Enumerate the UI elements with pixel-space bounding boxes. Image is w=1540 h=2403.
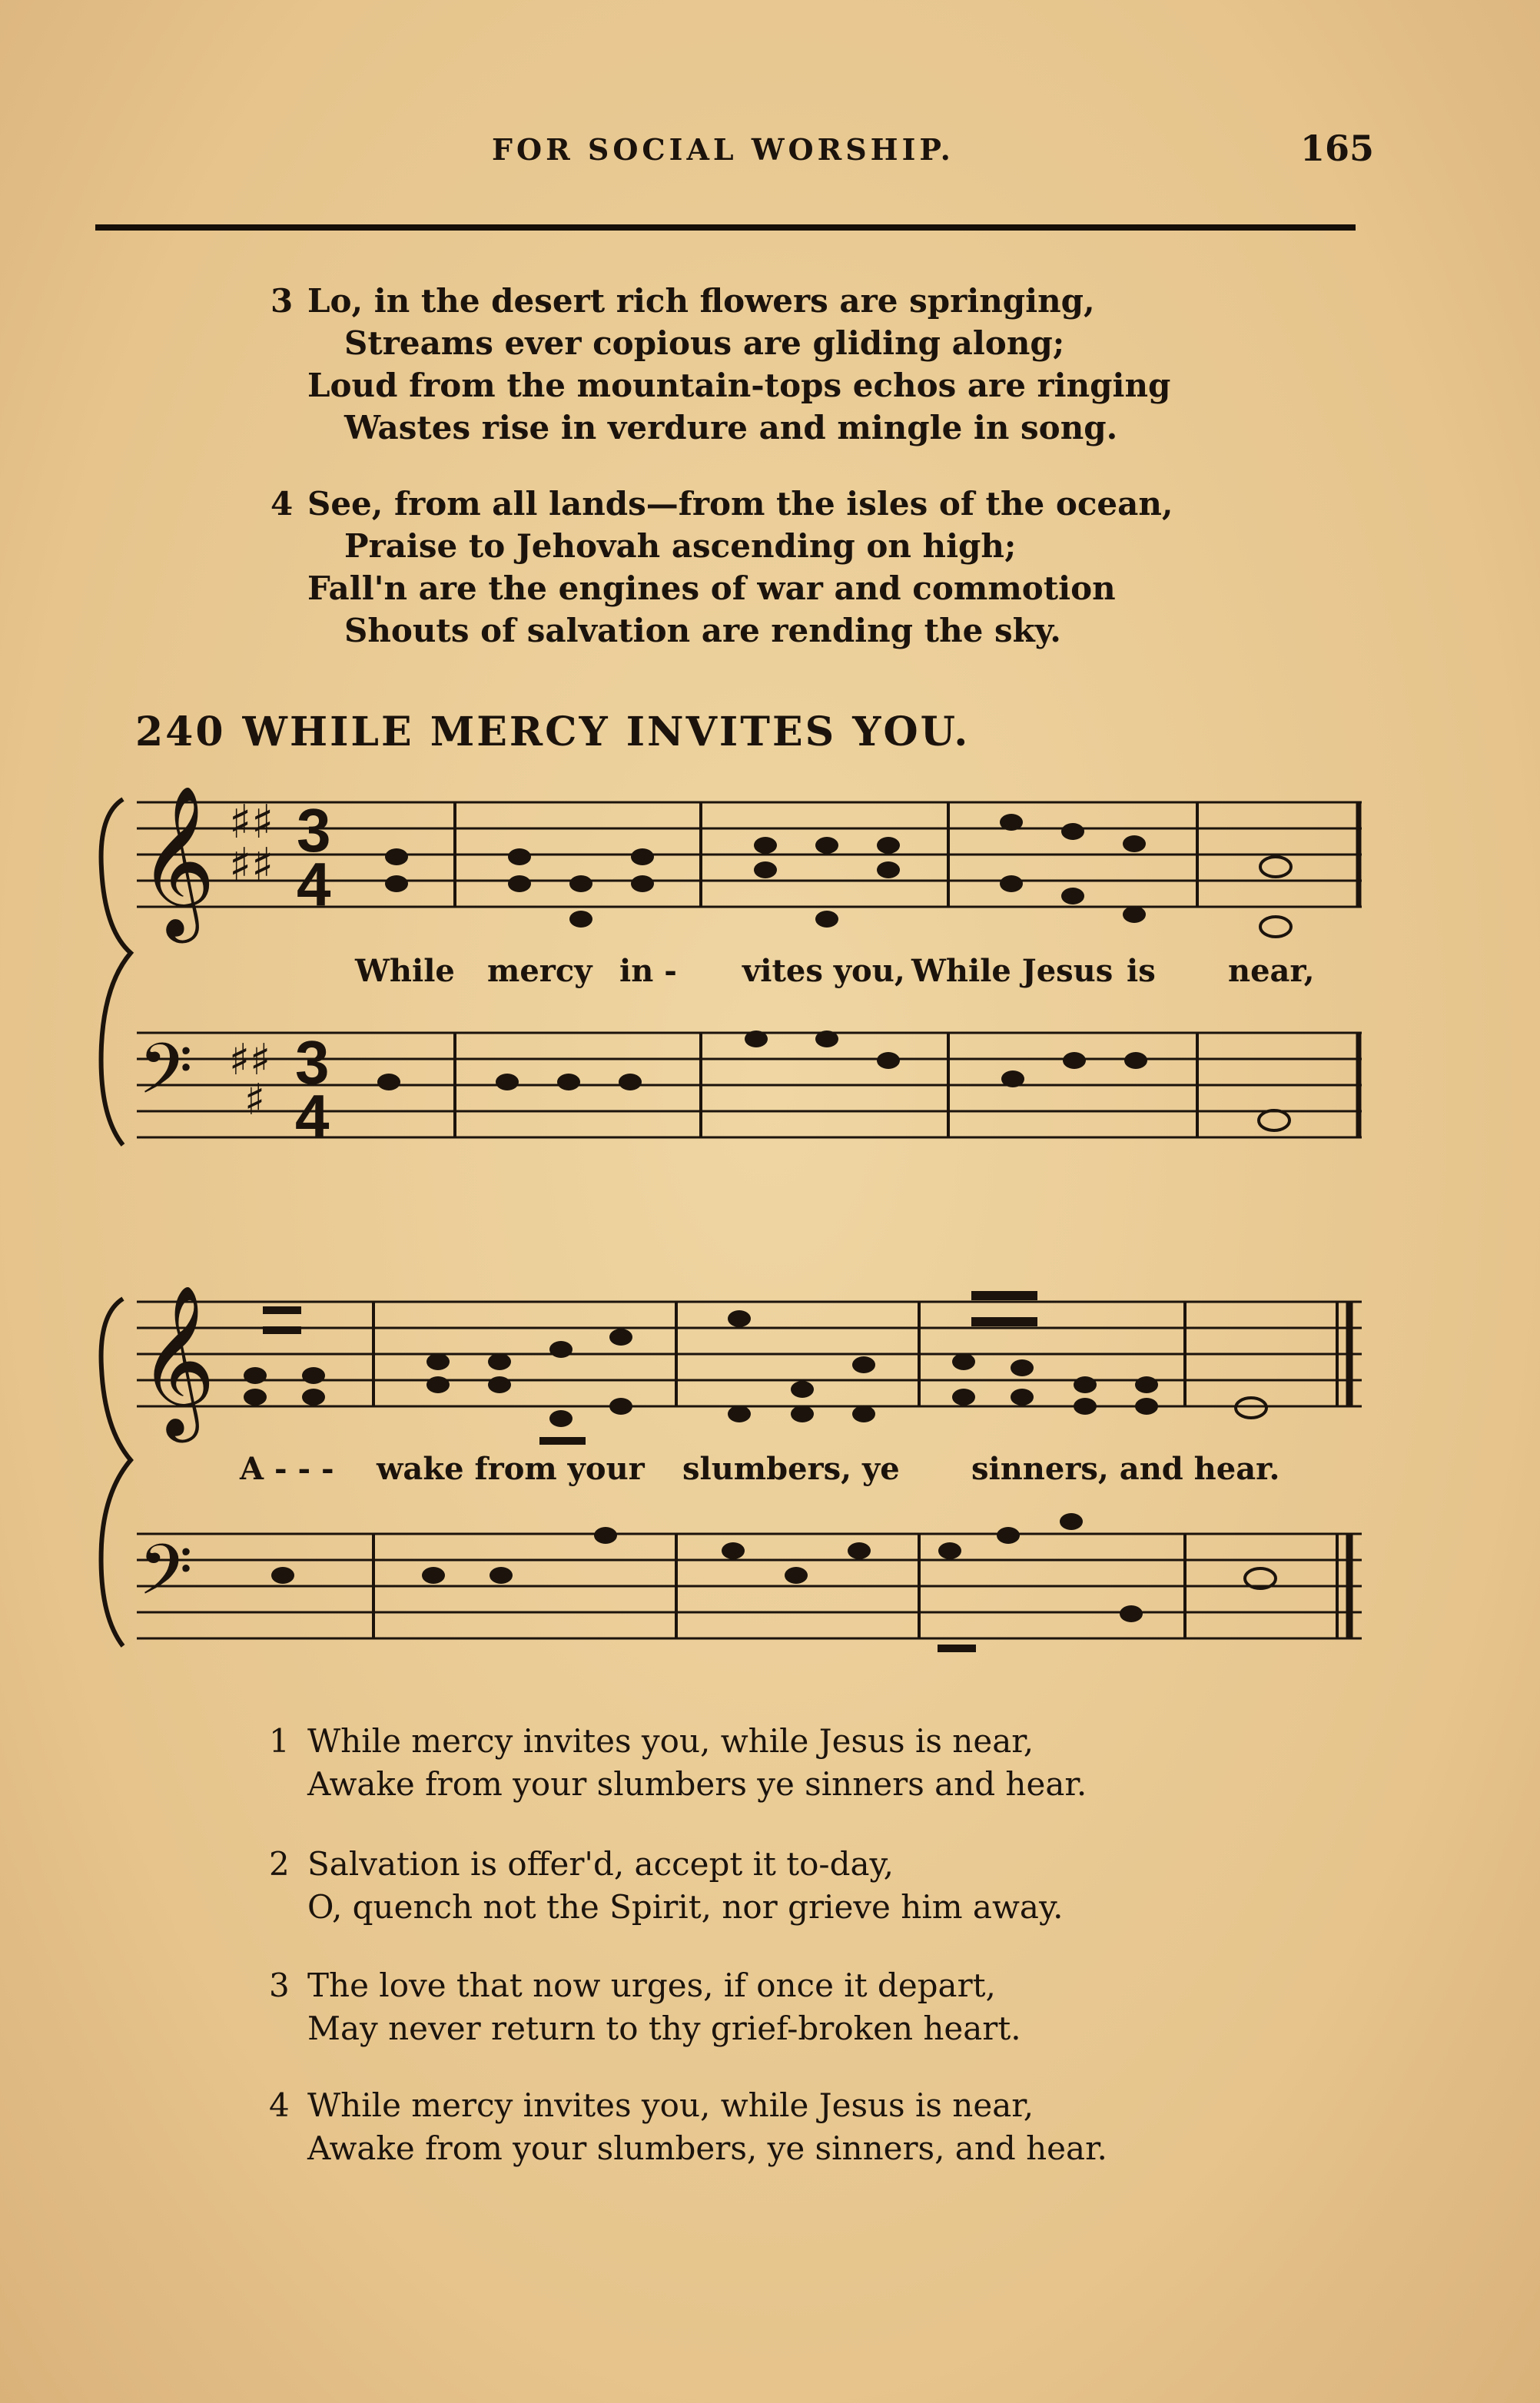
svg-text:♯♯: ♯♯	[229, 1035, 271, 1085]
verse-line: O, quench not the Spirit, nor grieve him away.	[307, 1888, 1064, 1926]
time-sig-bottom: 4	[295, 1082, 330, 1150]
lyric-syllable: wake from your	[377, 1451, 645, 1487]
time-sig-top: 3	[295, 1028, 330, 1097]
verse-number: 3	[269, 1967, 290, 2004]
bass-staff-2	[137, 1534, 1362, 1638]
time-sig-top: 3	[297, 796, 331, 865]
stanza-line: Streams ever copious are gliding along;	[344, 324, 1065, 362]
stanza-line: Praise to Jehovah ascending on high;	[344, 527, 1017, 565]
stanza-line: Lo, in the desert rich flowers are springing,	[307, 282, 1095, 320]
stanza-line: Wastes rise in verdure and mingle in song.	[344, 409, 1118, 446]
time-sig-bottom: 4	[297, 850, 331, 918]
verse-line: Awake from your slumbers ye sinners and hear.	[307, 1765, 1087, 1803]
verse-line: Awake from your slumbers, ye sinners, and hear.	[307, 2129, 1107, 2167]
stanza-number: 4	[270, 485, 294, 523]
stanza-number: 3	[270, 282, 294, 320]
lyric-syllable: in -	[619, 953, 677, 989]
page-number: 165	[1300, 128, 1375, 169]
verse-1	[269, 1720, 1087, 1806]
lyric-syllable: While Jesus	[911, 953, 1114, 989]
bass-clef-icon: 𝄢	[138, 1028, 193, 1127]
brace-icon	[101, 799, 131, 1646]
svg-text:♯♯: ♯♯	[229, 795, 274, 849]
verse-line: Salvation is offer'd, accept it to-day,	[307, 1845, 894, 1883]
lyric-syllable: A - - -	[240, 1451, 334, 1487]
hymn-number: 240	[135, 709, 226, 755]
stanza-line: Shouts of salvation are rending the sky.	[344, 612, 1061, 649]
lyric-syllable: near,	[1228, 953, 1315, 989]
notes-treble-1	[385, 814, 1146, 928]
lyric-syllable: mercy	[487, 953, 592, 989]
verse-number: 2	[269, 1845, 290, 1883]
running-head: FOR SOCIAL WORSHIP.	[492, 132, 954, 167]
treble-clef-icon: 𝄞	[138, 785, 216, 937]
verse-line: May never return to thy grief-broken heart.	[307, 2010, 1021, 2047]
lyric-syllable: While	[355, 953, 455, 989]
notes-bass-2	[271, 1513, 1143, 1622]
lyric-syllable: vites you,	[742, 953, 905, 989]
verse-3	[269, 1964, 1021, 2050]
hymn-title-text: WHILE MERCY INVITES YOU.	[242, 709, 971, 755]
verse-2	[269, 1843, 1063, 1929]
lyric-syllable: slumbers, ye	[682, 1451, 900, 1487]
verse-line: While mercy invites you, while Jesus is near,	[307, 2086, 1034, 2124]
bass-clef-icon: 𝄢	[138, 1529, 193, 1628]
stanza-line: Loud from the mountain-tops echos are ringing	[307, 367, 1171, 404]
lyric-syllable: is	[1127, 953, 1156, 989]
verse-line: The love that now urges, if once it depart,	[307, 1967, 996, 2004]
stanza-line: Fall'n are the engines of war and commotion	[307, 569, 1116, 607]
verse-4	[269, 2084, 1107, 2170]
svg-text:♯♯: ♯♯	[229, 838, 274, 892]
notes-bass-1	[377, 1031, 1147, 1090]
verse-number: 4	[269, 2086, 290, 2124]
lyric-syllable: sinners, and hear.	[971, 1451, 1280, 1487]
svg-text:♯: ♯	[244, 1075, 266, 1125]
verse-number: 1	[269, 1722, 290, 1760]
stanza-line: See, from all lands—from the isles of the ocean,	[307, 485, 1173, 523]
treble-clef-icon: 𝄞	[138, 1284, 216, 1436]
verse-line: While mercy invites you, while Jesus is near,	[307, 1722, 1034, 1760]
